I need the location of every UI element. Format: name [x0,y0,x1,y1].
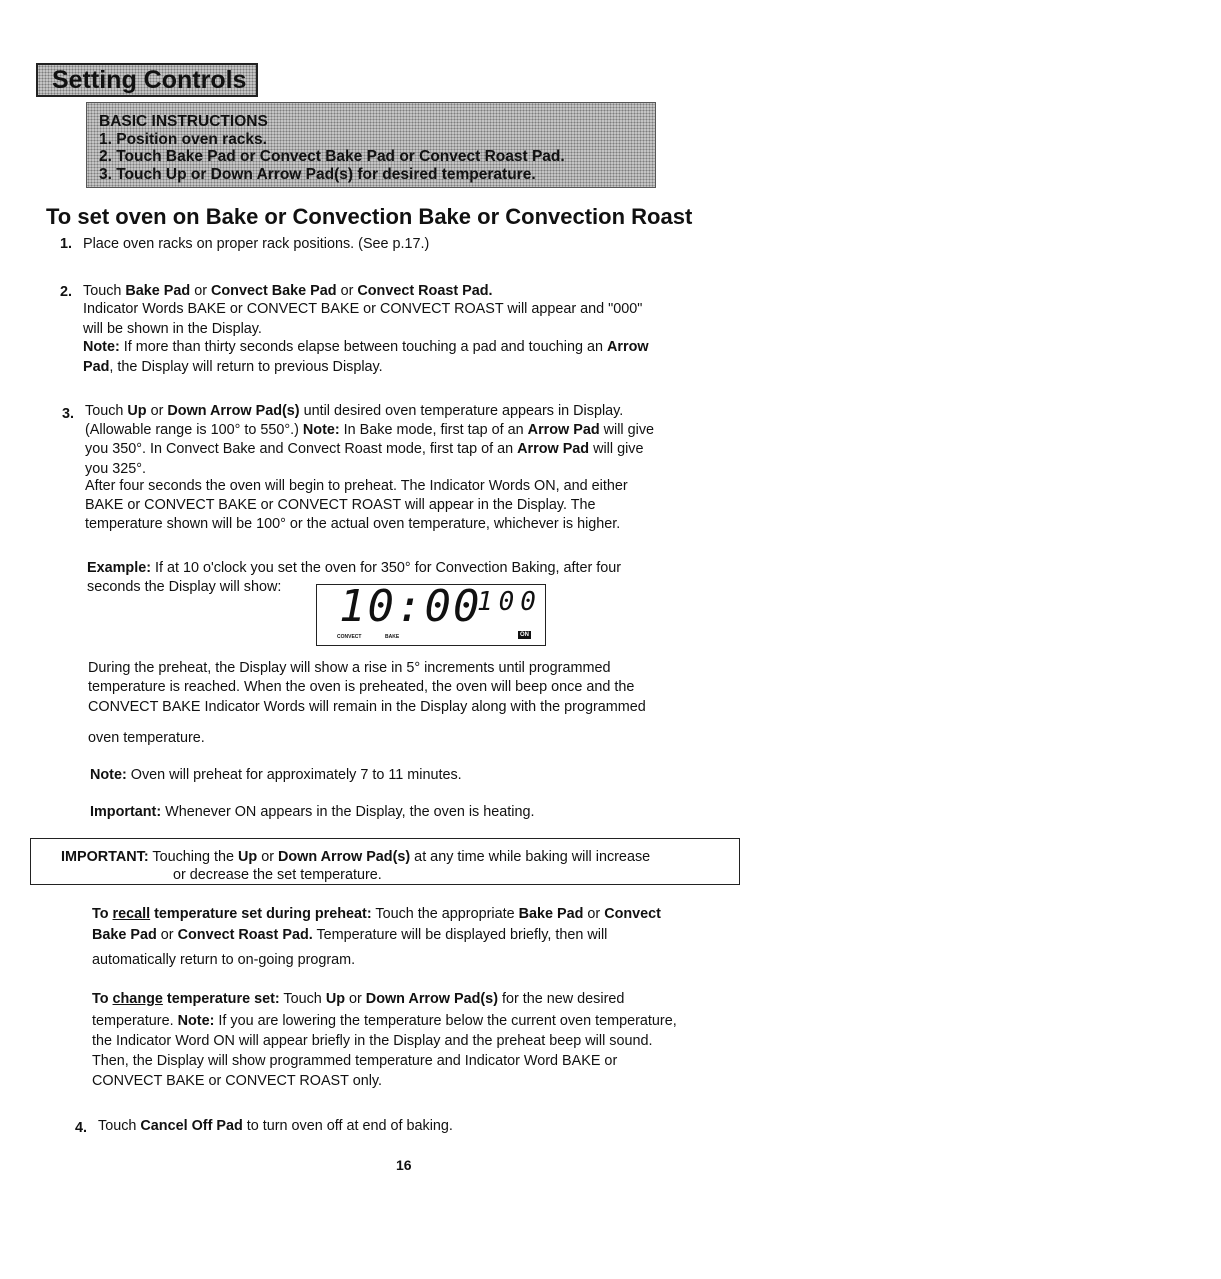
basic-instructions-title: BASIC INSTRUCTIONS [99,113,268,130]
preheat-line-2: temperature is reached. When the oven is preheated, the oven will beep once and the [88,679,635,695]
step-1-text: Place oven racks on proper rack positions. (See p.17.) [83,236,430,252]
important-note: Important: Whenever ON appears in the Display, the oven is heating. [90,804,535,820]
display-indicator-bake: BAKE [385,634,400,640]
basic-instructions-box [86,102,656,188]
step-4-text: Touch Cancel Off Pad to turn oven off at end of baking. [98,1118,453,1134]
step-3-line-5: After four seconds the oven will begin to preheat. The Indicator Words ON, and either [85,478,628,494]
change-line-4: Then, the Display will show programmed temperature and Indicator Word BAKE or [92,1053,618,1069]
step-3-line-7: temperature shown will be 100° or the actual oven temperature, whichever is higher. [85,516,621,532]
important-box-line-2: or decrease the set temperature. [173,867,382,883]
preheat-line-3: CONVECT BAKE Indicator Words will remain in the Display along with the programmed [88,699,646,715]
page-number: 16 [396,1157,412,1173]
recall-line-3: automatically return to on-going program. [92,952,356,968]
step-2-line-3: will be shown in the Display. [83,321,262,337]
important-box [30,838,740,885]
step-2-line-2: Indicator Words BAKE or CONVECT BAKE or CONVECT ROAST will appear and "000" [83,301,643,317]
display-indicator-on: ON [520,632,529,638]
recall-line-2: Bake Pad or Convect Roast Pad. Temperature will be displayed briefly, then will [92,927,608,943]
basic-step-1: 1. Position oven racks. [99,130,267,148]
display-indicator-convect: CONVECT [337,634,362,640]
change-line-5: CONVECT BAKE or CONVECT ROAST only. [92,1073,383,1089]
example-line-2: seconds the Display will show: [87,579,282,595]
preheat-line-1: During the preheat, the Display will show a rise in 5° increments until programmed [88,660,611,676]
change-line-2: temperature. Note: If you are lowering the temperature below the current oven temperature, [92,1013,677,1029]
oven-display-illustration [316,581,546,646]
change-line-1: To change temperature set: Touch Up or Down Arrow Pad(s) for the new desired [92,991,625,1007]
preheat-note: Note: Oven will preheat for approximately 7 to 11 minutes. [90,767,462,783]
section-heading: To set oven on Bake or Convection Bake or Convection Roast [46,204,693,229]
basic-step-3: 3. Touch Up or Down Arrow Pad(s) for desired temperature. [99,165,536,183]
step-3-line-1: Touch Up or Down Arrow Pad(s) until desired oven temperature appears in Display. [85,403,624,419]
step-1-number: 1. [60,236,73,252]
example-line-1: Example: If at 10 o'clock you set the oven for 350° for Convection Baking, after four [87,560,622,576]
preheat-line-4: oven temperature. [88,730,205,746]
step-2-note-line-2: Pad, the Display will return to previous Display. [83,359,383,375]
recall-line-1: To recall temperature set during preheat: Touch the appropriate Bake Pad or Convect [92,906,661,922]
step-3-line-2: (Allowable range is 100° to 550°.) Note: In Bake mode, first tap of an Arrow Pad will give [85,422,655,438]
step-2-number: 2. [60,284,73,300]
step-3-number: 3. [62,406,75,422]
step-3-line-6: BAKE or CONVECT BAKE or CONVECT ROAST will appear in the Display. The [85,497,596,513]
step-3-line-3: you 350°. In Convect Bake and Convect Roast mode, first tap of an Arrow Pad will give [85,441,644,457]
important-box-line-1: IMPORTANT: Touching the Up or Down Arrow Pad(s) at any time while baking will increase [61,849,651,865]
step-2-note-line-1: Note: If more than thirty seconds elapse between touching a pad and touching an Arrow [83,339,649,355]
section-title: Setting Controls [36,63,258,97]
display-time: 10:00 [339,581,482,632]
display-temperature: 100 [477,587,542,617]
change-line-3: the Indicator Word ON will appear briefly in the Display and the preheat beep will sound. [92,1033,653,1049]
step-4-number: 4. [75,1120,88,1136]
step-3-line-4: you 325°. [85,461,146,477]
step-2-line-1: Touch Bake Pad or Convect Bake Pad or Convect Roast Pad. [83,283,493,299]
basic-step-2: 2. Touch Bake Pad or Convect Bake Pad or Convect Roast Pad. [99,148,565,165]
